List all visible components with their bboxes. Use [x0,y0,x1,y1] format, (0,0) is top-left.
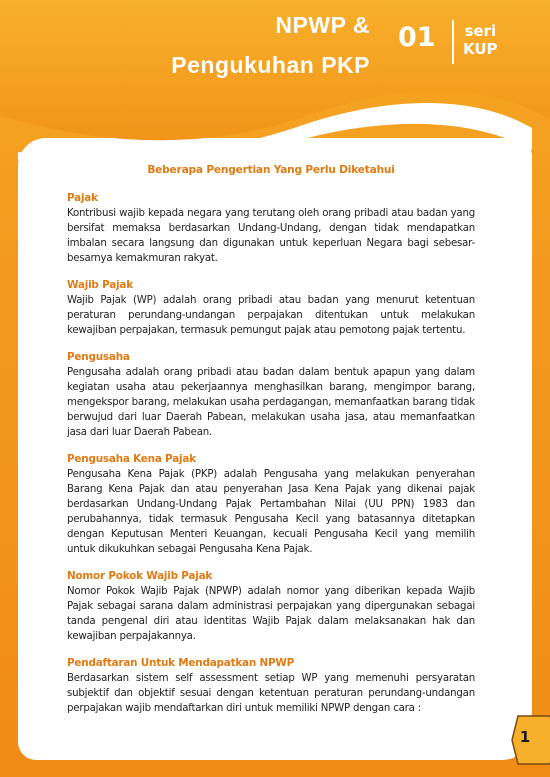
section-body: Kontribusi wajib kepada negara yang terutang oleh orang pribadi atau badan yang bersifat memaksa berdasarkan Undang-Undang, dengan tidak mendapatkan imbalan secara langsung dan digunakan untuk keperluan Negara bagi sebesar-besarnya kemakmuran rakyat. [67,208,475,264]
section-body: Pengusaha Kena Pajak (PKP) adalah Pengusaha yang melakukan penyerahan Barang Kena Pajak dan atau penyerahan Jasa Kena Pajak yang dikenai pajak berdasarkan Undang-Undang Pajak Pertambahan Nilai (UU PPN) 1983 dan perubahannya, tidak termasuk Pengusaha Kecil yang batasannya ditetapkan dengan Keputusan Menteri Keuangan, kecuali Pengusaha Kecil yang memilih untuk dikukuhkan sebagai Pengusaha Kena Pajak. [67,469,475,555]
section-heading: Pajak [67,192,98,204]
series-word: seri [464,22,497,40]
document-body [67,163,475,728]
section-pengusaha [67,350,475,440]
header-title-line1: NPWP & [275,12,370,38]
header-title-line2: Pengukuhan PKP [171,52,370,78]
series-label [463,22,498,58]
section-body: Nomor Pokok Wajib Pajak (NPWP) adalah nomor yang diberikan kepada Wajib Pajak sebagai sarana dalam administrasi perpajakan yang dipergunakan sebagai tanda pengenal diri atau identitas Wajib Pajak dalam melaksanakan hak dan kewajiban perpajakannya. [67,586,475,642]
section-heading: Wajib Pajak [67,279,133,291]
document-header-title [110,8,370,82]
section-heading: Pendaftaran Untuk Mendapatkan NPWP [67,657,295,669]
series-name: KUP [463,40,498,58]
page-number: 1 [519,728,531,746]
section-pendaftaran [67,656,475,716]
section-heading: Pengusaha Kena Pajak [67,453,196,465]
document-title: Beberapa Pengertian Yang Perlu Diketahui [147,164,395,176]
series-number: 01 [398,22,436,53]
section-pengusaha-kena-pajak [67,452,475,557]
series-divider [452,20,454,64]
section-body: Wajib Pajak (WP) adalah orang pribadi atau badan yang menurut ketentuan peraturan perundang-undangan perpajakan ditentukan untuk melakukan kewajiban perpajakan, termasuk pemungut pajak atau pemotong pajak tertentu. [67,295,475,336]
section-pajak [67,191,475,266]
section-heading: Nomor Pokok Wajib Pajak [67,570,213,582]
section-npwp [67,569,475,644]
section-heading: Pengusaha [67,351,130,363]
section-wajib-pajak [67,278,475,338]
section-body: Pengusaha adalah orang pribadi atau badan dalam bentuk apapun yang dalam kegiatan usaha atau pekerjaannya menghasilkan barang, mengimpor barang, mengekspor barang, melakukan usaha perdagangan, memanfaatkan barang tidak berwujud dari luar Daerah Pabean, melakukan usaha jasa, atau memanfaatkan jasa dari luar Daerah Pabean. [67,367,475,438]
section-body: Berdasarkan sistem self assessment setiap WP yang memenuhi persyaratan subjektif dan objektif sesuai dengan ketentuan peraturan perundang-undangan perpajakan wajib mendaftarkan diri untuk memiliki NPWP dengan cara : [67,673,475,714]
